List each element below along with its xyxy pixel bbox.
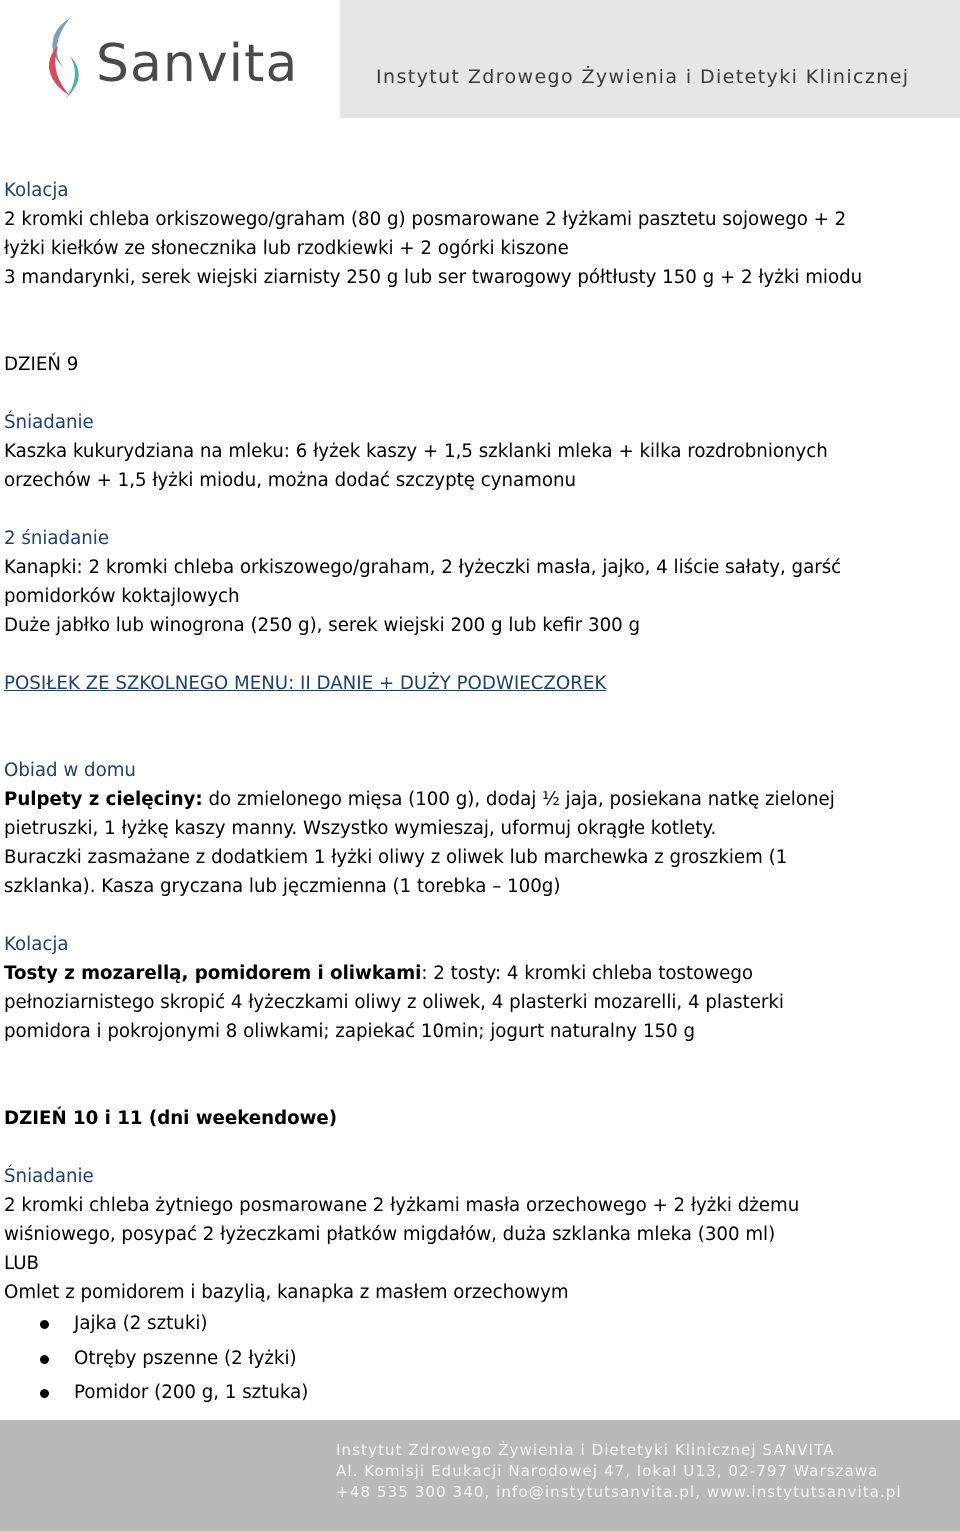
meal-line: 3 mandarynki, serek wiejski ziarnisty 250 g lub ser twarogowy półtłusty 150 g + 2 łyżki miodu	[4, 267, 863, 288]
meal-line: szklanka). Kasza gryczana lub jęczmienna (1 torebka – 100g)	[4, 876, 561, 897]
bullet-icon	[40, 1355, 49, 1364]
footer-contact-details: +48 535 300 340, info@instytutsanvita.pl, www.instytutsanvita.pl	[336, 1483, 902, 1501]
recipe-text: do zmielonego mięsa (100 g), dodaj ½ jaja, posiekana natkę zielonej	[202, 789, 835, 810]
meal-line: Kanapki: 2 kromki chleba orkiszowego/graham, 2 łyżeczki masła, jajko, 4 liście sałaty, garść	[4, 557, 842, 578]
bullet-icon	[40, 1389, 49, 1398]
list-item	[4, 1342, 954, 1377]
ingredient-label: Otręby pszenne (2 łyżki)	[74, 1347, 297, 1369]
day-heading: DZIEŃ 9	[4, 354, 79, 375]
footer-contact	[336, 1440, 902, 1503]
brand-name: Sanvita	[96, 34, 299, 94]
meal-heading-sniadanie: Śniadanie	[4, 1166, 94, 1187]
page-footer	[0, 1420, 960, 1531]
list-item	[4, 1307, 954, 1342]
footer-address: Al. Komisji Edukacji Narodowej 47, lokal U13, 02-797 Warszawa	[336, 1462, 879, 1480]
meal-heading-obiad: Obiad w domu	[4, 760, 136, 781]
ingredient-label: Jajka (2 sztuki)	[74, 1313, 208, 1334]
meal-line: pietruszki, 1 łyżkę kaszy manny. Wszystko wymieszaj, uformuj okrągłe kotlety.	[4, 818, 717, 839]
meal-line	[4, 785, 954, 814]
meal-heading-kolacja: Kolacja	[4, 934, 69, 955]
recipe-title: Pulpety z cielęciny:	[4, 789, 203, 810]
page-header	[0, 0, 960, 118]
meal-line: 2 kromki chleba orkiszowego/graham (80 g) posmarowane 2 łyżkami pasztetu sojowego + 2	[4, 209, 847, 230]
list-item	[4, 1376, 954, 1411]
meal-line: 2 kromki chleba żytniego posmarowane 2 łyżkami masła orzechowego + 2 łyżki dżemu	[4, 1195, 800, 1216]
recipe-title: Tosty z mozarellą, pomidorem i oliwkami	[4, 963, 422, 984]
meal-line: Kaszka kukurydziana na mleku: 6 łyżek kaszy + 1,5 szklanki mleka + kilka rozdrobnionych	[4, 441, 828, 462]
diet-plan-content	[4, 176, 954, 1411]
meal-line: wiśniowego, posypać 2 łyżeczkami płatków migdałów, duża szklanka mleka (300 ml)	[4, 1224, 776, 1245]
recipe-text: : 2 tosty: 4 kromki chleba tostowego	[421, 963, 754, 984]
header-banner	[340, 0, 960, 118]
meal-line: Duże jabłko lub winogrona (250 g), serek wiejski 200 g lub kefir 300 g	[4, 615, 641, 636]
meal-line: orzechów + 1,5 łyżki miodu, można dodać szczyptę cynamonu	[4, 470, 577, 491]
meal-line: pomidora i pokrojonymi 8 oliwkami; zapiekać 10min; jogurt naturalny 150 g	[4, 1021, 696, 1042]
meal-line: łyżki kiełków ze słonecznika lub rzodkiewki + 2 ogórki kiszone	[4, 238, 569, 259]
meal-line	[4, 959, 954, 988]
meal-line: Buraczki zasmażane z dodatkiem 1 łyżki oliwy z oliwek lub marchewka z groszkiem (1	[4, 847, 788, 868]
meal-line: pełnoziarnistego skropić 4 łyżeczkami oliwy z oliwek, 4 plasterki mozarelli, 4 plasterki	[4, 992, 784, 1013]
or-label: LUB	[4, 1253, 40, 1274]
logo-swoosh-icon	[40, 16, 94, 100]
meal-heading-2-sniadanie: 2 śniadanie	[4, 528, 110, 549]
meal-heading-sniadanie: Śniadanie	[4, 412, 94, 433]
sanvita-logo	[0, 0, 340, 118]
day-heading: DZIEŃ 10 i 11 (dni weekendowe)	[4, 1108, 338, 1129]
meal-line: pomidorków koktajlowych	[4, 586, 240, 607]
school-meal-note: POSIŁEK ZE SZKOLNEGO MENU: II DANIE + DUŻY PODWIECZOREK	[4, 673, 607, 694]
bullet-icon	[40, 1320, 49, 1329]
institute-name: Instytut Zdrowego Żywienia i Dietetyki Klinicznej	[376, 66, 910, 88]
meal-heading-kolacja: Kolacja	[4, 180, 69, 201]
ingredient-label: Pomidor (200 g, 1 sztuka)	[74, 1382, 309, 1403]
meal-line: Omlet z pomidorem i bazylią, kanapka z masłem orzechowym	[4, 1282, 569, 1303]
footer-institute-name: Instytut Zdrowego Żywienia i Dietetyki Klinicznej SANVITA	[336, 1441, 835, 1459]
ingredient-list	[4, 1307, 954, 1411]
